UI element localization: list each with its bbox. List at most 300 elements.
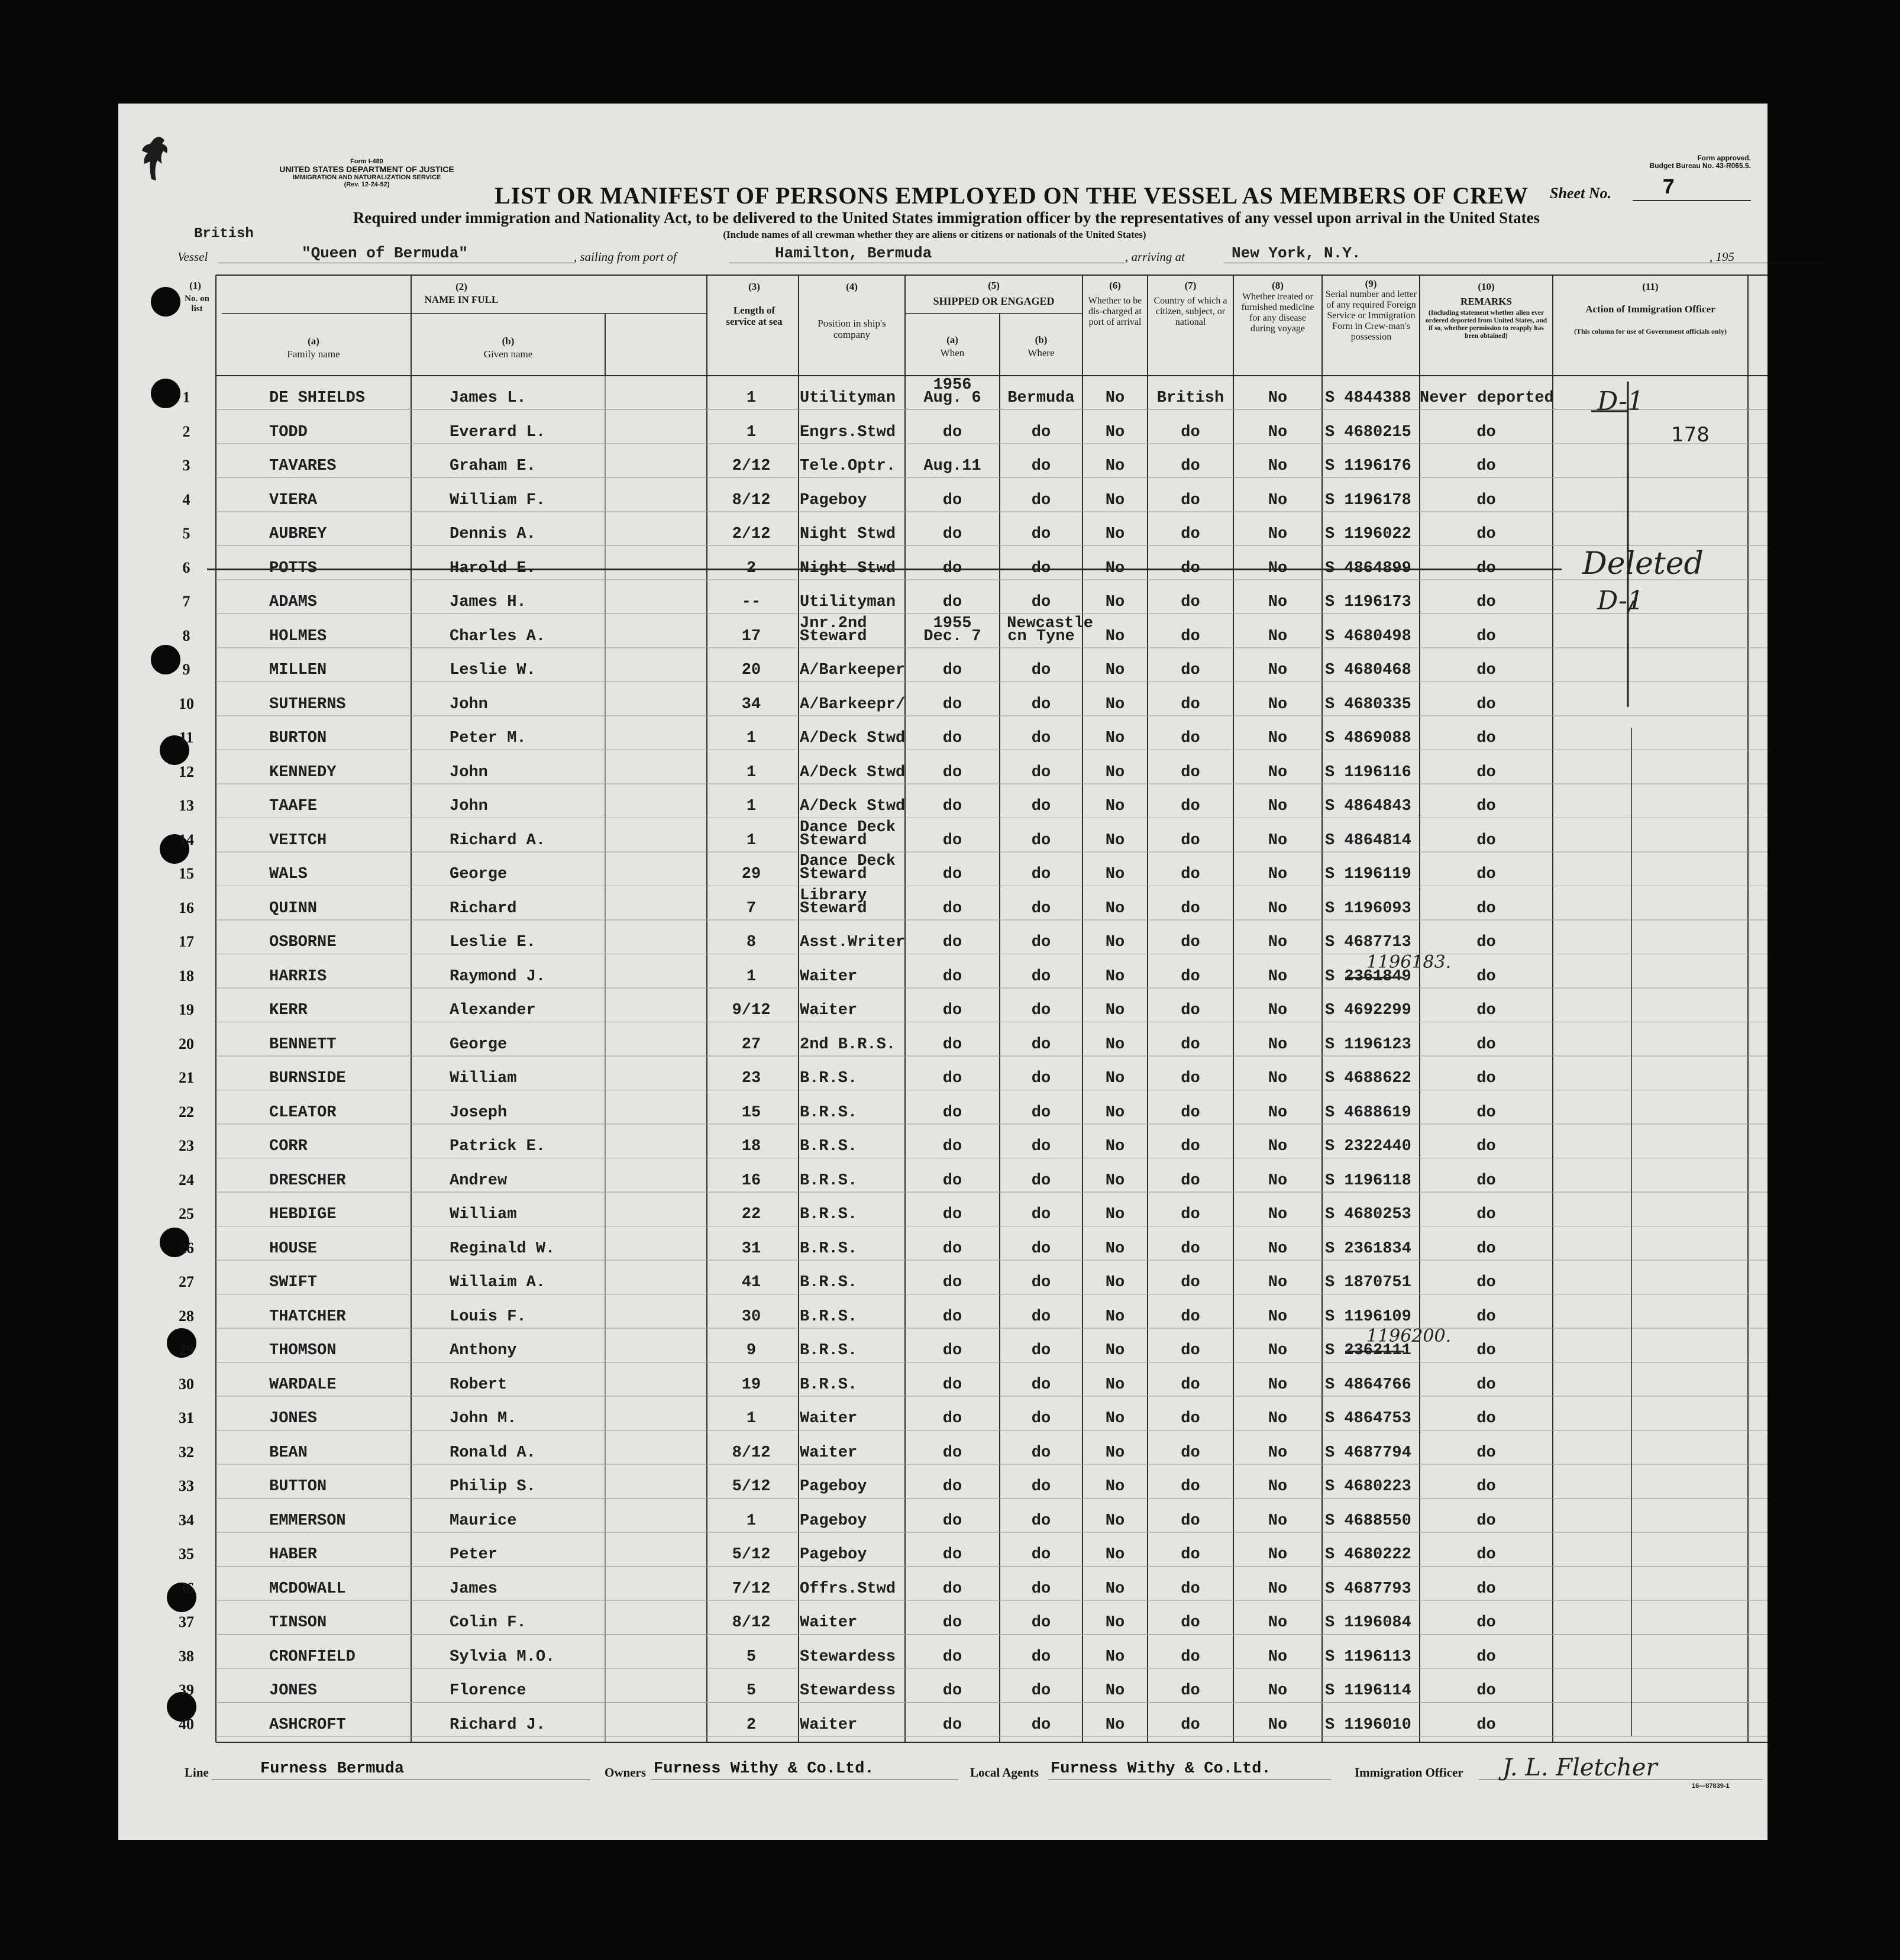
position-cell: B.R.S. — [800, 1274, 858, 1291]
remarks-cell: do — [1476, 899, 1496, 918]
treated-cell: No — [1268, 967, 1288, 986]
col7-number: (7) — [1184, 280, 1197, 291]
treated-cell: No — [1268, 1070, 1288, 1087]
serial-number-cell: S 4688622 — [1325, 1070, 1411, 1087]
country-cell: do — [1181, 1614, 1200, 1632]
col10-number: (10) — [1478, 281, 1495, 292]
given-name-cell: Everard L. — [450, 423, 546, 441]
remarks-cell: do — [1476, 1546, 1496, 1564]
discharged-cell: No — [1105, 491, 1125, 509]
country-cell: do — [1181, 1035, 1200, 1054]
engaged-where-cell: do — [1031, 1410, 1051, 1428]
service-length-cell: 1 — [746, 763, 757, 782]
family-name-cell: HEBDIGE — [269, 1206, 337, 1223]
row-number: 26 — [179, 1239, 194, 1257]
row-number: 2 — [182, 422, 190, 440]
family-name-cell: HOLMES — [269, 627, 327, 645]
remarks-cell: do — [1476, 763, 1496, 782]
position-cell: B.R.S. — [800, 1171, 858, 1190]
serial-number-cell: S 4688619 — [1325, 1103, 1411, 1122]
remarks-cell: do — [1476, 491, 1496, 509]
family-name-cell: THOMSON — [269, 1342, 337, 1360]
position-cell: Night Stwd — [800, 525, 896, 543]
engaged-year: 1955 — [933, 614, 972, 632]
given-name-cell: James — [450, 1580, 498, 1598]
discharged-cell: No — [1105, 1682, 1125, 1700]
position-cell: B.R.S. — [800, 1206, 858, 1223]
country-cell: do — [1181, 1307, 1200, 1326]
engaged-when-cell: do — [942, 1375, 962, 1394]
discharged-cell: No — [1105, 1375, 1125, 1394]
position-cell: Steward — [800, 899, 867, 918]
discharged-cell: No — [1105, 1307, 1125, 1326]
serial-number-cell: S 1196118 — [1325, 1171, 1411, 1190]
country-cell: do — [1181, 967, 1200, 986]
col8-number: (8) — [1272, 280, 1284, 291]
engaged-when-cell: do — [942, 1171, 962, 1190]
treated-cell: No — [1268, 1035, 1288, 1054]
engaged-when-cell: Aug. 6 — [923, 389, 981, 407]
given-name-cell: Charles A. — [450, 627, 546, 645]
line-value: Furness Bermuda — [260, 1760, 405, 1778]
remarks-cell: do — [1476, 729, 1496, 747]
given-name-cell: Alexander — [450, 1002, 536, 1019]
engaged-where-cell: do — [1031, 1512, 1051, 1530]
service-length-cell: 8/12 — [732, 491, 771, 509]
discharged-cell: No — [1105, 934, 1125, 951]
engaged-where-cell: do — [1031, 491, 1051, 509]
remarks-cell: do — [1476, 627, 1496, 645]
engaged-when-cell: do — [942, 1546, 962, 1564]
serial-number-cell: S 4680223 — [1325, 1478, 1411, 1496]
service-length-cell: 1 — [746, 1512, 757, 1530]
treated-cell: No — [1268, 1342, 1288, 1360]
given-name-cell: John — [450, 763, 488, 782]
remarks-cell: do — [1476, 1716, 1496, 1734]
discharged-cell: No — [1105, 1002, 1125, 1019]
country-cell: do — [1181, 1410, 1200, 1428]
col10-header: REMARKS — [1460, 296, 1512, 307]
family-name-cell: WALS — [269, 866, 308, 883]
engaged-when-cell: do — [942, 593, 962, 611]
engaged-where-cell: do — [1031, 1375, 1051, 1394]
col2-number: (2) — [455, 281, 467, 292]
country-cell: do — [1181, 423, 1200, 441]
family-name-cell: KERR — [269, 1002, 308, 1019]
family-name-cell: BEAN — [269, 1444, 308, 1462]
discharged-cell: No — [1105, 1274, 1125, 1291]
service-length-cell: 7 — [746, 899, 757, 918]
serial-number-cell: S 1196173 — [1325, 593, 1411, 611]
position-cell: Pageboy — [800, 1546, 867, 1564]
service-length-cell: 20 — [741, 661, 761, 679]
serial-number-cell: S 4680253 — [1325, 1206, 1411, 1223]
family-name-cell: WARDALE — [269, 1375, 337, 1394]
row-number: 17 — [179, 933, 194, 950]
position-cell: Tele.Optr. — [800, 457, 896, 475]
serial-number-cell: S 4864899 — [1325, 559, 1411, 577]
serial-number-cell: S 1196113 — [1325, 1648, 1411, 1666]
agents-label: Local Agents — [970, 1765, 1039, 1780]
discharged-cell: No — [1105, 389, 1125, 407]
include-note: (Include names of all crewman whether they are aliens or citizens or nationals of the United States) — [723, 229, 1146, 240]
given-name-cell: George — [450, 1035, 508, 1054]
family-name-cell: TAAFE — [269, 797, 318, 815]
family-name-cell: VEITCH — [269, 831, 327, 850]
family-name-cell: HABER — [269, 1546, 318, 1564]
row-number: 1 — [182, 389, 190, 406]
country-cell: do — [1181, 661, 1200, 679]
serial-number-cell: S 4864843 — [1325, 797, 1411, 815]
form-approval — [1556, 154, 1751, 170]
serial-number-cell: S 4680335 — [1325, 695, 1411, 713]
engaged-when-cell: do — [942, 866, 962, 883]
row-number: 28 — [179, 1307, 194, 1325]
engaged-where-cell: do — [1031, 1580, 1051, 1598]
engaged-when-cell: do — [942, 899, 962, 918]
row-number: 31 — [179, 1409, 194, 1426]
position-cell: 2nd B.R.S. — [800, 1035, 896, 1054]
remarks-cell: do — [1476, 593, 1496, 611]
service-length-cell: 1 — [746, 797, 757, 815]
service-length-cell: 34 — [741, 695, 761, 713]
given-name-cell: James L. — [450, 389, 526, 407]
service-length-cell: 17 — [741, 627, 761, 645]
serial-number-cell: S 4864814 — [1325, 831, 1411, 850]
given-name-cell: Joseph — [450, 1103, 508, 1122]
service-length-cell: 22 — [741, 1206, 761, 1223]
service-length-cell: 1 — [746, 1410, 757, 1428]
col11-header: Action of Immigration Officer — [1585, 303, 1715, 315]
given-name-cell: Raymond J. — [450, 967, 546, 986]
given-name-cell: Willaim A. — [450, 1274, 546, 1291]
family-name-cell: TINSON — [269, 1614, 327, 1632]
serial-number-cell: S 1196119 — [1325, 866, 1411, 883]
discharged-cell: No — [1105, 525, 1125, 543]
serial-number-cell: S 4844388 — [1325, 389, 1411, 407]
row-number: 30 — [179, 1375, 194, 1393]
position-cell: Steward — [800, 831, 867, 850]
treated-cell: No — [1268, 1307, 1288, 1326]
service-length-cell: 2/12 — [732, 457, 771, 475]
discharged-cell: No — [1105, 1716, 1125, 1734]
sheet-number-label: Sheet No. — [1550, 185, 1611, 202]
owners-value: Furness Withy & Co.Ltd. — [654, 1760, 874, 1778]
treated-cell: No — [1268, 1478, 1288, 1496]
remarks-cell: do — [1476, 525, 1496, 543]
serial-number-cell: S 4864766 — [1325, 1375, 1411, 1394]
serial-number-cell: S 1870751 — [1325, 1274, 1411, 1291]
row-number: 24 — [179, 1171, 194, 1189]
discharged-cell: No — [1105, 1614, 1125, 1632]
engaged-when-cell: do — [942, 1648, 962, 1666]
remarks-cell: do — [1476, 457, 1496, 475]
row-number: 21 — [179, 1069, 194, 1086]
treated-cell: No — [1268, 1274, 1288, 1291]
col3-header: Length of service at sea — [726, 305, 783, 327]
engaged-where-cell: Bermuda — [1007, 389, 1075, 407]
discharged-cell: No — [1105, 1103, 1125, 1122]
col9-number: (9) — [1365, 278, 1377, 289]
remarks-cell: Never deported — [1420, 389, 1554, 407]
engaged-when-cell: do — [942, 695, 962, 713]
sheet-number: 7 — [1662, 176, 1675, 200]
given-name-cell: Ronald A. — [450, 1444, 536, 1462]
serial-number-cell: S 1196084 — [1325, 1614, 1411, 1632]
family-name-cell: MCDOWALL — [269, 1580, 346, 1598]
serial-number-cell: S 1196116 — [1325, 763, 1411, 782]
family-name-cell: TAVARES — [269, 457, 337, 475]
position-cell: Waiter — [800, 1002, 858, 1019]
col2a-header: Family name — [287, 348, 340, 360]
service-length-cell: 1 — [746, 423, 757, 441]
serial-number-cell: S 4687793 — [1325, 1580, 1411, 1598]
vessel-label: Vessel — [177, 250, 208, 264]
engaged-where-cell: do — [1031, 797, 1051, 815]
discharged-cell: No — [1105, 1138, 1125, 1155]
service-length-cell: 1 — [746, 389, 757, 407]
service-length-cell: 8/12 — [732, 1444, 771, 1462]
serial-correction-handwritten: 1196200. — [1366, 1326, 1452, 1347]
family-name-cell: CORR — [269, 1138, 308, 1155]
engaged-where-cell: do — [1031, 1648, 1051, 1666]
service-length-cell: 5 — [746, 1648, 757, 1666]
serial-number-cell: S 4680215 — [1325, 423, 1411, 441]
family-name-cell: QUINN — [269, 899, 318, 918]
family-name-cell: BUTTON — [269, 1478, 327, 1496]
discharged-cell: No — [1105, 899, 1125, 918]
engaged-where-cell: do — [1031, 1206, 1051, 1223]
family-name-cell: DE SHIELDS — [269, 389, 366, 407]
position-cell: A/Deck Stwd — [800, 797, 906, 815]
service-length-cell: 5/12 — [732, 1478, 771, 1496]
country-cell: do — [1181, 1342, 1200, 1360]
position-top-line: Library — [800, 886, 867, 905]
engaged-where-cell: do — [1031, 866, 1051, 883]
engaged-where-cell: do — [1031, 661, 1051, 679]
engaged-when-cell: Aug.11 — [923, 457, 981, 475]
col2-header: NAME IN FULL — [424, 294, 499, 305]
position-cell: Waiter — [800, 967, 858, 986]
engaged-where-cell: do — [1031, 763, 1051, 782]
engaged-when-cell: do — [942, 559, 962, 577]
country-cell: do — [1181, 1103, 1200, 1122]
country-cell: do — [1181, 1070, 1200, 1087]
port-to: New York, N.Y. — [1232, 244, 1361, 262]
family-name-cell: HARRIS — [269, 967, 327, 986]
serial-number-cell: S 4687713 — [1325, 934, 1411, 951]
engaged-when-cell: do — [942, 1274, 962, 1291]
given-name-cell: Maurice — [450, 1512, 517, 1530]
action-annotation-d1: D-1 — [1597, 386, 1644, 416]
given-name-cell: Louis F. — [450, 1307, 526, 1326]
serial-number-cell: S 1196010 — [1325, 1716, 1411, 1734]
position-cell: Night Stwd — [800, 559, 896, 577]
family-name-cell: SUTHERNS — [269, 695, 346, 713]
remarks-cell: do — [1476, 1035, 1496, 1054]
remarks-cell: do — [1476, 559, 1496, 577]
given-name-cell: Graham E. — [450, 457, 536, 475]
given-name-cell: Richard — [450, 899, 517, 918]
sheet-number-underline — [1633, 200, 1751, 201]
requirement-statement: Required under immigration and Nationality Act, to be delivered to the United States immigration officer by the representatives of any vessel upon arrival in the United States — [353, 209, 1540, 227]
position-cell: Waiter — [800, 1410, 858, 1428]
service-length-cell: 27 — [741, 1035, 761, 1054]
serial-number-cell: S 4680222 — [1325, 1546, 1411, 1564]
treated-cell: No — [1268, 1002, 1288, 1019]
eagle-seal-icon — [136, 133, 177, 186]
position-cell: B.R.S. — [800, 1375, 858, 1394]
country-cell: do — [1181, 1546, 1200, 1564]
family-name-cell: EMMERSON — [269, 1512, 346, 1530]
discharged-cell: No — [1105, 1206, 1125, 1223]
position-cell: B.R.S. — [800, 1070, 858, 1087]
engaged-when-cell: do — [942, 1580, 962, 1598]
serial-number-cell: S 1196178 — [1325, 491, 1411, 509]
family-name-cell: JONES — [269, 1410, 318, 1428]
service-length-cell: 5 — [746, 1682, 757, 1700]
serial-number-cell: S 1196114 — [1325, 1682, 1411, 1700]
position-cell: B.R.S. — [800, 1307, 858, 1326]
treated-cell: No — [1268, 627, 1288, 645]
given-name-cell: Richard A. — [450, 831, 546, 850]
engaged-when-cell: do — [942, 797, 962, 815]
discharged-cell: No — [1105, 695, 1125, 713]
col5a-number: (a) — [946, 334, 958, 345]
position-cell: A/Barkeeper — [800, 661, 906, 679]
remarks-cell: do — [1476, 1103, 1496, 1122]
row-number: 29 — [179, 1341, 194, 1358]
country-cell: British — [1156, 389, 1224, 407]
engaged-when-cell: do — [942, 763, 962, 782]
given-name-cell: William — [450, 1070, 517, 1087]
service-length-cell: 2 — [746, 1716, 757, 1734]
discharged-cell: No — [1105, 866, 1125, 883]
position-cell: Stewardess — [800, 1648, 896, 1666]
family-name-cell: BURNSIDE — [269, 1070, 346, 1087]
row-number: 13 — [179, 797, 194, 814]
service-length-cell: 31 — [741, 1239, 761, 1258]
country-cell: do — [1181, 1239, 1200, 1258]
country-cell: do — [1181, 1580, 1200, 1598]
engaged-where-cell: do — [1031, 899, 1051, 918]
service-length-cell: 1 — [746, 729, 757, 747]
country-cell: do — [1181, 627, 1200, 645]
serial-number-cell: S 1196093 — [1325, 899, 1411, 918]
col1-number: (1) — [189, 280, 201, 291]
treated-cell: No — [1268, 1648, 1288, 1666]
treated-cell: No — [1268, 797, 1288, 815]
discharged-cell: No — [1105, 1342, 1125, 1360]
row-number: 37 — [179, 1613, 194, 1630]
col10-subheader: (Including statement whether alien ever ordered deported from United States, and if so, whether permission to reapply has been obtained) — [1425, 309, 1547, 340]
row-number: 7 — [182, 593, 190, 610]
engaged-when-cell: do — [942, 661, 962, 679]
position-cell: Pageboy — [800, 491, 867, 509]
treated-cell: No — [1268, 491, 1288, 509]
row-number: 8 — [182, 627, 190, 644]
treated-cell: No — [1268, 934, 1288, 951]
engaged-where-cell: do — [1031, 1716, 1051, 1734]
col11-number: (11) — [1642, 281, 1659, 292]
position-cell: Pageboy — [800, 1512, 867, 1530]
row-number: 25 — [179, 1205, 194, 1222]
treated-cell: No — [1268, 1410, 1288, 1428]
remarks-cell: do — [1476, 1682, 1496, 1700]
discharged-cell: No — [1105, 729, 1125, 747]
treated-cell: No — [1268, 1206, 1288, 1223]
engaged-where-cell: do — [1031, 559, 1051, 577]
treated-cell: No — [1268, 1171, 1288, 1190]
treated-cell: No — [1268, 866, 1288, 883]
country-cell: do — [1181, 1002, 1200, 1019]
col1-header: No. on list — [185, 294, 209, 314]
serial-number-cell: S 4687794 — [1325, 1444, 1411, 1462]
agents-value: Furness Withy & Co.Ltd. — [1051, 1760, 1271, 1778]
engaged-when-cell: do — [942, 1512, 962, 1530]
form-revision: (Rev. 12-24-52) — [344, 181, 390, 188]
service-length-cell: 29 — [741, 866, 761, 883]
country-cell: do — [1181, 1716, 1200, 1734]
serial-number-cell: S 1196123 — [1325, 1035, 1411, 1054]
row-number: 19 — [179, 1001, 194, 1018]
row-number: 14 — [179, 831, 194, 848]
officer-label: Immigration Officer — [1355, 1765, 1463, 1780]
given-name-cell: Peter — [450, 1546, 498, 1564]
discharged-cell: No — [1105, 1171, 1125, 1190]
sailing-label: , sailing from port of — [574, 250, 677, 264]
service-length-cell: 30 — [741, 1307, 761, 1326]
position-cell: Stewardess — [800, 1682, 896, 1700]
engaged-where-cell: do — [1031, 1002, 1051, 1019]
family-name-cell: CRONFIELD — [269, 1648, 356, 1666]
engaged-where-cell: do — [1031, 423, 1051, 441]
engaged-where-cell: do — [1031, 1614, 1051, 1632]
row-number: 18 — [179, 967, 194, 984]
treated-cell: No — [1268, 1512, 1288, 1530]
serial-number-cell: S 2322440 — [1325, 1138, 1411, 1155]
row-number: 34 — [179, 1511, 194, 1529]
given-name-cell: Leslie W. — [450, 661, 536, 679]
service-length-cell: 1 — [746, 967, 757, 986]
serial-number-cell: S 4680498 — [1325, 627, 1411, 645]
engaged-where-cell: do — [1031, 1478, 1051, 1496]
given-name-cell: Robert — [450, 1375, 508, 1394]
serial-strikethrough — [1345, 1351, 1404, 1352]
family-name-cell: KENNEDY — [269, 763, 337, 782]
row-number: 38 — [179, 1647, 194, 1665]
vessel-info-row — [177, 246, 1757, 266]
given-name-cell: Dennis A. — [450, 525, 536, 543]
service-length-cell: 41 — [741, 1274, 761, 1291]
row-number: 23 — [179, 1137, 194, 1154]
position-cell: Steward — [800, 627, 867, 645]
serial-number-cell: S 2361834 — [1325, 1239, 1411, 1258]
remarks-cell: do — [1476, 1342, 1496, 1360]
discharged-cell: No — [1105, 661, 1125, 679]
service-length-cell: 9/12 — [732, 1002, 771, 1019]
remarks-cell: do — [1476, 797, 1496, 815]
discharged-cell: No — [1105, 1512, 1125, 1530]
given-name-cell: Patrick E. — [450, 1138, 546, 1155]
given-name-cell: William — [450, 1206, 517, 1223]
col8-header: Whether treated or furnished medicine for any disease during voyage — [1241, 292, 1314, 334]
col7-header: Country of which a citizen, subject, or national — [1153, 296, 1227, 327]
family-name-cell: JONES — [269, 1682, 318, 1700]
remarks-cell: do — [1476, 1614, 1496, 1632]
port-from: Hamilton, Bermuda — [775, 244, 932, 262]
owners-label: Owners — [605, 1765, 646, 1780]
